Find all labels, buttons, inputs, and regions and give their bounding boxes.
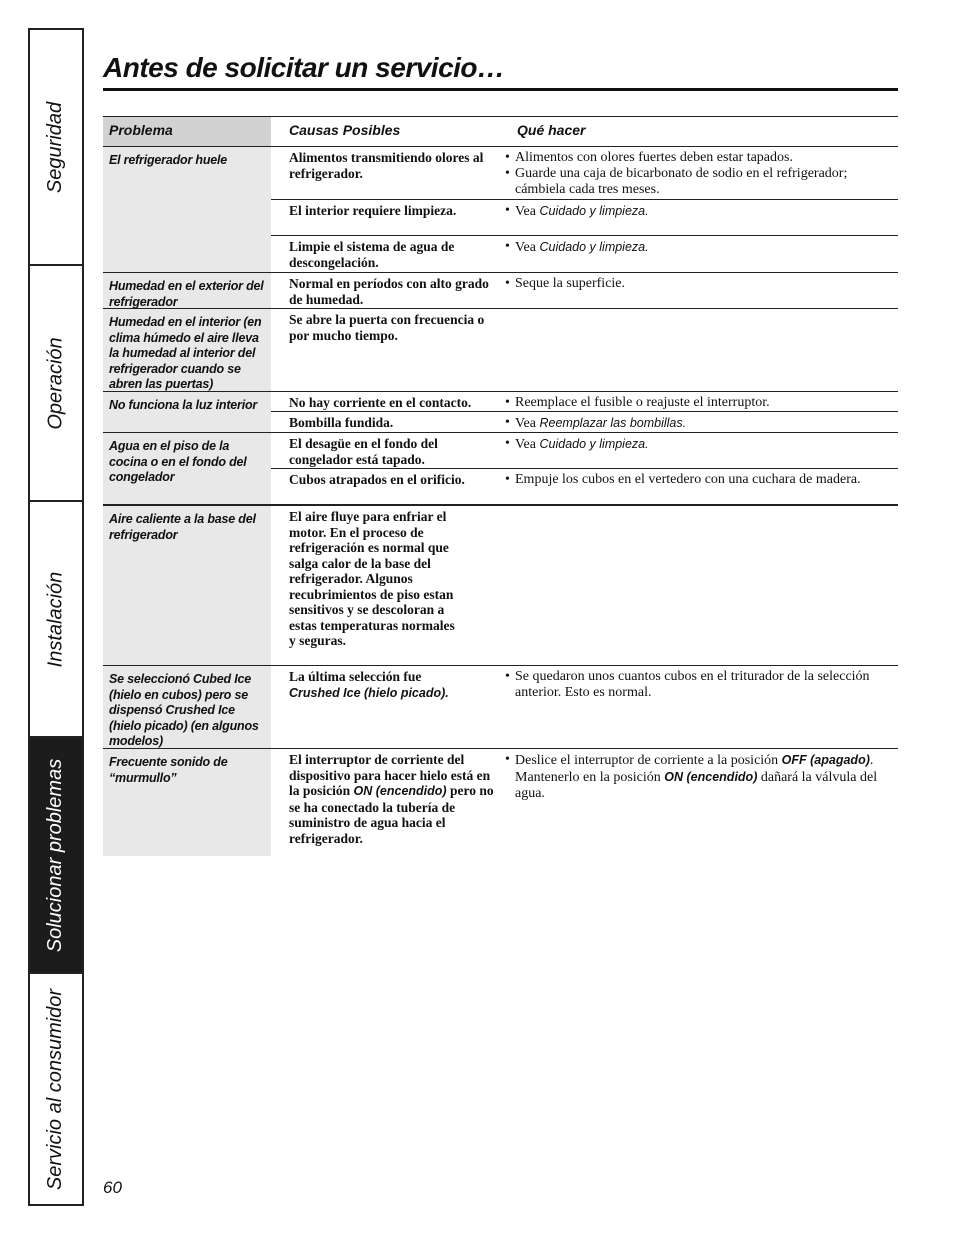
what-cell [499,666,898,704]
cause-row [271,147,898,200]
table-row [103,666,898,749]
tab-operacion[interactable] [30,266,82,502]
troubleshooting-table [103,116,898,856]
cause-cell: Limpie el sistema de agua de descongelación. [289,239,455,270]
what-cell [499,392,898,411]
cause-cell [271,666,499,704]
problem-cell: No funciona la luz interior [103,392,271,432]
reference-link: Cuidado y limpieza. [539,240,649,254]
table-row [103,749,898,856]
bullet-item: • Reemplace el fusible o reajuste el interruptor. [505,395,894,411]
what-text: dañará la válvula del agua. [515,770,878,801]
cause-cell [271,749,499,849]
problem-cell: Agua en el piso de la cocina o en el fondo del congelador [103,433,271,504]
reference-link: Cuidado y limpieza. [539,204,649,218]
side-tabs [28,28,84,1206]
tab-label: Seguridad [44,101,67,193]
what-prefix: Vea [515,240,536,255]
bullet-item: • Empuje los cubos en el vertedero con una cuchara de madera. [505,472,894,488]
what-cell [499,412,898,432]
problem-cell: Aire caliente a la base del refrigerador [103,506,271,665]
problem-cell: Humedad en el interior (en clima húmedo el aire lleva la humedad al interior del refrigerador cuando se abren las puertas) [103,309,271,391]
what-cell [499,506,898,652]
title-rule [103,88,898,91]
page-title: Antes de solicitar un servicio… [103,52,505,83]
cause-cell: Alimentos transmitiendo olores al refrigerador. [289,150,484,181]
cause-cell: El desagüe en el fondo del congelador está tapado. [289,436,438,467]
what-cell [499,236,898,272]
bullet-item [505,203,894,220]
bullet-item: • Guarde una caja de bicarbonato de sodio en el refrigerador; cámbiela cada tres meses. [505,166,894,198]
tab-solucionar-problemas[interactable] [30,738,82,974]
reference-link: Cuidado y limpieza. [539,437,649,451]
table-header [103,117,898,147]
cause-row [271,469,898,504]
bullet-item: • Alimentos con olores fuertes deben estar tapados. [505,150,894,166]
cause-text: pero no se ha conectado la tubería de suministro de agua hacia el refrigerador. [289,783,494,846]
cause-text: El interruptor de corriente del dispositivo para hacer hielo está en la posición [289,752,491,798]
cause-row [271,666,898,704]
what-cell [499,749,898,849]
cause-text: La última selección fue [289,669,422,684]
cause-cell: El interior requiere limpieza. [289,203,457,218]
cause-row [271,749,898,849]
bullet-item: • Seque la superficie. [505,276,894,292]
what-emphasis: OFF (apagado) [781,753,870,767]
table-row [103,433,898,506]
header-problem: Problema [103,117,271,146]
what-cell [499,200,898,235]
page-number: 60 [103,1178,122,1197]
what-cell [499,469,898,504]
cause-row [271,392,898,412]
table-row [103,273,898,309]
what-cell [499,273,898,310]
cause-row [271,236,898,272]
table-row [103,309,898,392]
problem-cell: Frecuente sonido de “murmullo” [103,749,271,856]
what-text: Deslice el interruptor de corriente a la posición [515,753,779,768]
tab-label: Solucionar problemas [44,758,67,952]
what-text: . Mantenerlo en la posición [515,753,874,785]
cause-row [271,433,898,469]
tab-servicio-al-consumidor[interactable] [30,974,82,1204]
cause-cell: Normal en períodos con alto grado de humedad. [289,276,489,307]
bullet-item [505,415,894,432]
cause-row [271,412,898,432]
cause-row [271,273,898,310]
header-causes: Causas Posibles [289,122,401,138]
table-row [103,506,898,666]
what-cell [499,433,898,468]
reference-link: Reemplazar las bombillas. [539,416,687,430]
tab-label: Servicio al consumidor [44,988,67,1190]
what-prefix: Vea [515,416,536,431]
cause-emphasis: ON (encendido) [353,784,447,798]
cause-cell: Bombilla fundida. [289,415,394,430]
problem-cell: Humedad en el exterior del refrigerador [103,273,271,308]
bullet-item [505,436,894,453]
tab-label: Operación [44,336,67,430]
cause-row [271,309,898,346]
cause-cell: Se abre la puerta con frecuencia o por mucho tiempo. [289,312,485,343]
problem-cell: El refrigerador huele [103,147,271,272]
table-row [103,392,898,433]
cause-cell: No hay corriente en el contacto. [289,395,472,410]
bullet-item [505,239,894,256]
bullet-item [505,752,894,802]
cause-emphasis: Crushed Ice (hielo picado). [289,685,449,700]
what-cell [499,147,898,199]
bullet-item: • Se quedaron unos cuantos cubos en el triturador de la selección anterior. Esto es normal. [505,669,894,701]
what-prefix: Vea [515,437,536,452]
tab-instalacion[interactable] [30,502,82,738]
tab-label: Instalación [44,571,67,667]
what-prefix: Vea [515,204,536,219]
cause-cell: El aire fluye para enfriar el motor. En el proceso de refrigeración es normal que salga calor de la base del refrigerador. Algunos recubrimientos de piso estan sensitivos y se descoloran a estas temperaturas normales y seguras. [289,509,455,648]
what-cell [499,309,898,346]
cause-row [271,506,898,652]
tab-seguridad[interactable] [30,30,82,266]
what-emphasis: ON (encendido) [664,770,758,784]
table-row [103,147,898,273]
cause-row [271,200,898,236]
header-what: Qué hacer [517,122,586,138]
cause-cell: Cubos atrapados en el orificio. [289,472,465,487]
problem-cell: Se seleccionó Cubed Ice (hielo en cubos) pero se dispensó Crushed Ice (hielo picado) (en algunos modelos) [103,666,271,748]
